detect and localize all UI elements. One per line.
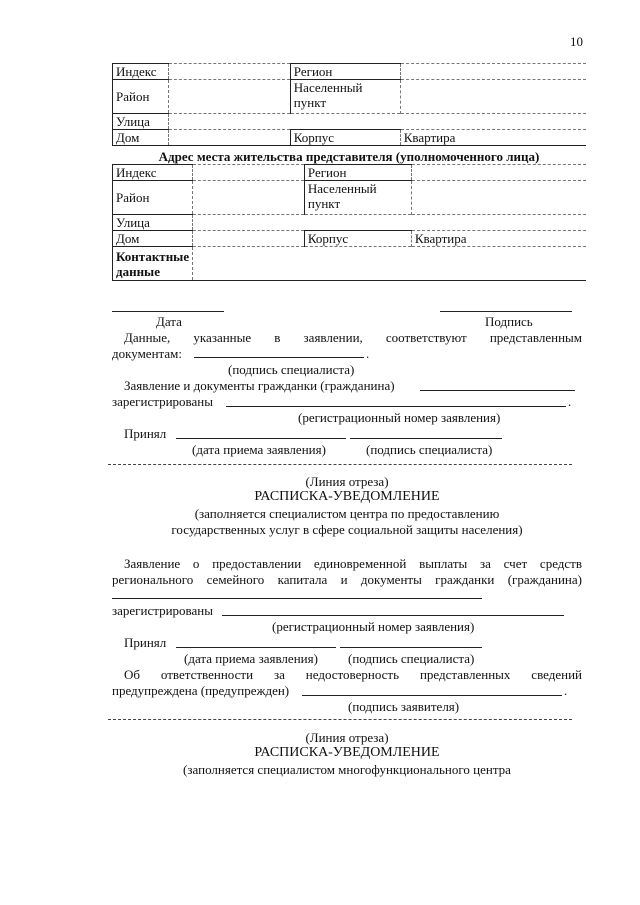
- settlement-label: Населенный пункт: [304, 181, 411, 215]
- reg-number-caption: (регистрационный номер заявления): [272, 619, 475, 634]
- house-label: Дом: [113, 231, 193, 247]
- street-field[interactable]: [193, 215, 586, 231]
- district-field[interactable]: [193, 181, 305, 215]
- cut-line-caption: (Линия отреза): [305, 474, 389, 489]
- accept-signature-line[interactable]: [340, 647, 482, 648]
- signature-line[interactable]: [440, 311, 572, 312]
- district-label: Район: [113, 181, 193, 215]
- receipt-subtitle-line1: (заполняется специалистом центра по предоставлению: [194, 506, 500, 521]
- receipt-title: РАСПИСКА-УВЕДОМЛЕНИЕ: [254, 489, 440, 504]
- specialist-signature-caption: (подпись специалиста): [228, 362, 355, 377]
- street-label: Улица: [113, 215, 193, 231]
- index-label: Индекс: [113, 165, 193, 181]
- accept-date-caption: (дата приема заявления): [184, 651, 318, 666]
- registered-label: зарегистрированы: [112, 394, 213, 409]
- address-table-representative: [112, 164, 586, 281]
- period-mark: .: [564, 683, 568, 698]
- receipt-subtitle-line2: государственных услуг в сфере социальной защиты населения): [171, 522, 523, 537]
- district-field[interactable]: [168, 80, 290, 114]
- period-mark: .: [366, 346, 370, 361]
- region-field[interactable]: [400, 64, 586, 80]
- receipt-title: РАСПИСКА-УВЕДОМЛЕНИЕ: [254, 745, 440, 760]
- accept-signature-caption: (подпись специалиста): [348, 651, 475, 666]
- contacts-field[interactable]: [193, 247, 586, 281]
- verification-documents-label: документам:: [112, 346, 182, 361]
- contacts-label: Контактные данные: [113, 247, 193, 281]
- page-number: 10: [570, 34, 583, 49]
- applicant-signature-caption: (подпись заявителя): [348, 699, 460, 714]
- applicant-signature-line[interactable]: [302, 695, 562, 696]
- settlement-label: Населенный пункт: [290, 80, 400, 114]
- citizen-name-line[interactable]: [112, 598, 482, 599]
- index-label: Индекс: [113, 64, 169, 80]
- accept-signature-caption: (подпись специалиста): [366, 442, 493, 457]
- region-field[interactable]: [411, 165, 586, 181]
- accepted-label: Принял: [124, 635, 167, 650]
- region-label: Регион: [290, 64, 400, 80]
- receipt-subtitle-line1: (заполняется специалистом многофункционального центра: [183, 762, 511, 777]
- liability-line1: Об ответственности за недостоверность представленных сведений: [124, 667, 582, 682]
- address-table-applicant: [112, 63, 586, 146]
- signature-caption: Подпись: [485, 314, 533, 329]
- representative-address-heading: Адрес места жительства представителя (уполномоченного лица): [158, 149, 540, 164]
- cut-line: [108, 719, 572, 720]
- house-label: Дом: [113, 130, 169, 146]
- settlement-field[interactable]: [411, 181, 586, 215]
- accept-date-line[interactable]: [176, 647, 336, 648]
- accept-date-caption: (дата приема заявления): [192, 442, 326, 457]
- date-line[interactable]: [112, 311, 224, 312]
- apartment-label-text: Квартира: [414, 231, 467, 246]
- apartment-label: [411, 231, 586, 247]
- building-label: Корпус: [290, 130, 400, 146]
- accepted-label: Принял: [124, 426, 167, 441]
- cut-line-caption: (Линия отреза): [305, 730, 389, 745]
- reg-number-caption: (регистрационный номер заявления): [298, 410, 501, 425]
- citizen-name-line[interactable]: [420, 390, 575, 391]
- accept-date-line[interactable]: [176, 438, 346, 439]
- reg-number-line[interactable]: [222, 615, 564, 616]
- index-field[interactable]: [193, 165, 305, 181]
- receipt-body-line2: регионального семейного капитала и документы гражданки (гражданина): [112, 572, 582, 587]
- house-field[interactable]: [193, 231, 305, 247]
- period-mark: .: [568, 394, 572, 409]
- accept-signature-line[interactable]: [350, 438, 502, 439]
- street-label: Улица: [113, 114, 169, 130]
- liability-line2: предупреждена (предупрежден): [112, 683, 290, 698]
- verification-text: Данные, указанные в заявлении, соответствуют представленным: [124, 330, 582, 345]
- settlement-field[interactable]: [400, 80, 586, 114]
- date-caption: Дата: [156, 314, 182, 329]
- building-label: Корпус: [304, 231, 411, 247]
- apartment-label: [400, 130, 586, 146]
- reg-number-line[interactable]: [226, 406, 566, 407]
- registered-text: Заявление и документы гражданки (гражданина): [124, 378, 395, 393]
- index-field[interactable]: [168, 64, 290, 80]
- street-field[interactable]: [168, 114, 586, 130]
- district-label: Район: [113, 80, 169, 114]
- apartment-label-text: Квартира: [403, 130, 456, 145]
- registered-label: зарегистрированы: [112, 603, 213, 618]
- cut-line: [108, 464, 572, 465]
- region-label: Регион: [304, 165, 411, 181]
- house-field[interactable]: [168, 130, 290, 146]
- specialist-signature-line[interactable]: [194, 357, 364, 358]
- receipt-body-line1: Заявление о предоставлении единовременной выплаты за счет средств: [124, 556, 582, 571]
